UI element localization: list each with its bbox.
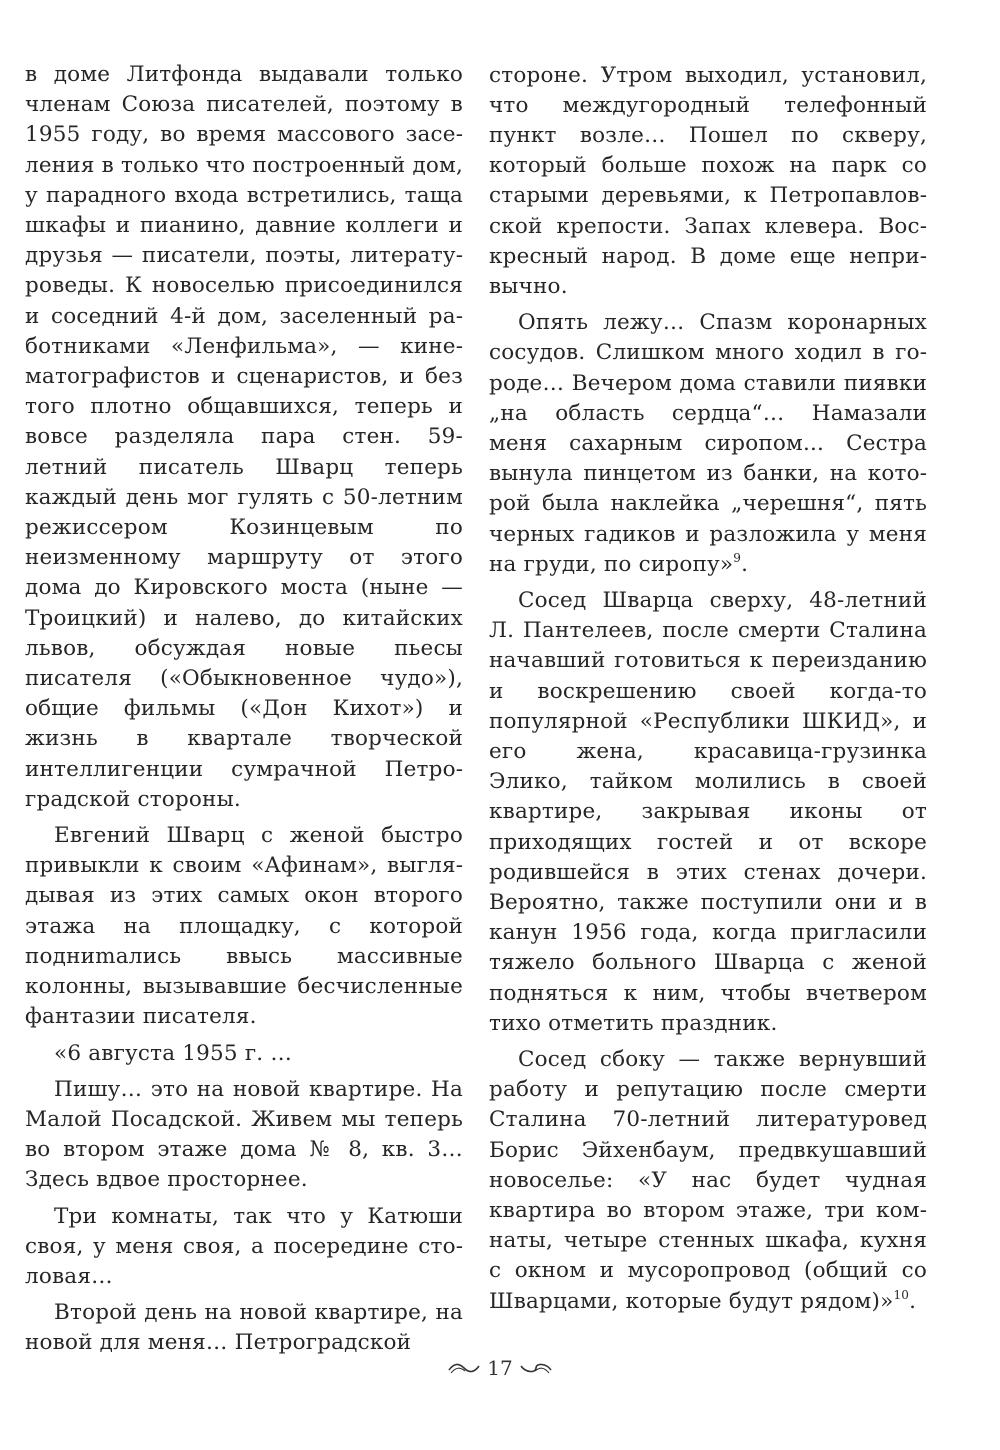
paragraph: Три комнаты, так что у Катюши своя, у меня своя, а посередине столовая… [25,1203,463,1289]
paragraph [489,1045,927,1317]
paragraph: Евгений Шварц с женой быстро привыкли к своим «Афинам», выглядывая из этих самых окон второго этажа на площадку, с которой подниmались ввысь массивные колонны, вызывавшие бесчисленные фантазии писателя. [25,823,463,1030]
paragraph: «6 августа 1955 г. … [54,1040,293,1066]
paragraph: Сосед Шварца сверху, 48-летний Л. Пантелеев, после смерти Сталина начавший готовиться к переизданию и воскрешению своей когда-то популярной «Республики ШКИД», и его жена, красавица-грузинка Элико, тайком молились в своей квартире, закрывая иконы от приходящих гостей и от вскоре родившейся в этих стенах дочери. Вероятно, также поступили они и в канун 1956 года, когда пригласили тяжело больного Шварца с женой подняться к ним, чтобы вчетвером тихо отметить праздник. [489,587,927,1036]
paragraph-end: . [741,551,749,577]
paragraph [489,308,927,580]
page-number: 17 [487,1356,513,1380]
paragraph: стороне. Утром выходил, установил, что междугородный телефонный пункт возле… Пошел по скверу, который больше похож на парк со старыми деревьями, к Петропавловской крепости. Запах клевера. Воскресный народ. В доме еще непривычно. [489,62,927,299]
paragraph: в доме Литфонда выдавали только членам Союза писателей, поэтому в 1955 году, во время массового заселения в только что построенный дом, у парадного входа встретились, таща шкафы и пианино, давние коллеги и друзья — писатели, поэты, литературоведы. К новоселью присоединился и соседний 4-й дом, заселенный работниками «Ленфильма», — кинематографистов и сценаристов, и без того плотно общавшихся, теперь и вовсе разделяла пара стен. 59-летний писатель Шварц теперь каждый день мог гулять с 50-летним режиссером Козинцевым по неизменному маршруту от этого дома до Кировского моста (ныне — Троицкий) и налево, до китайских львов, обсуждая новые пьесы писателя («Обыкновенное чудо»), общие фильмы («Дон Кихот») и жизнь в квартале творческой интеллигенции сумрачной Петроградской стороны. [25,62,463,812]
paragraph-text: Опять лежу… Спазм коронарных сосудов. Слишком много ходил в городе… Вечером дома ставили пиявки „на область сердца“… Намазали меня сахарным сиропом... Сестра вынула пинцетом из банки, на которой была наклейка „черешня“, пять черных гадиков и разложила у меня на груди, по сиропу» [489,310,927,577]
left-column [25,60,463,1359]
footnote-ref-9: 9 [733,550,742,565]
footnote-ref-10: 10 [893,1287,910,1302]
right-column [489,61,927,1317]
paragraph: Второй день на новой квартире, на новой для меня… Петроградской [25,1300,463,1356]
paragraph-end: . [909,1288,917,1314]
paragraph-text: Сосед сбоку — также вернувший работу и репутацию после смерти Сталина 70-летний литературовед Борис Эйхенбаум, предвкушавший новоселье: «У нас будет чудная квартира во втором этаже, три комнаты, четыре стенных шкафа, кухня с окном и мусоропровод (общий со Шварцами, которые будут рядом)» [489,1047,927,1314]
ornament-right-icon [519,1361,553,1375]
ornament-left-icon [447,1361,481,1375]
page-footer [0,1356,1000,1380]
paragraph: Пишу… это на новой квартире. На Малой Посадской. Живем мы теперь во втором этаже дома № 8, кв. 3… Здесь вдвое просторнее. [25,1076,463,1193]
